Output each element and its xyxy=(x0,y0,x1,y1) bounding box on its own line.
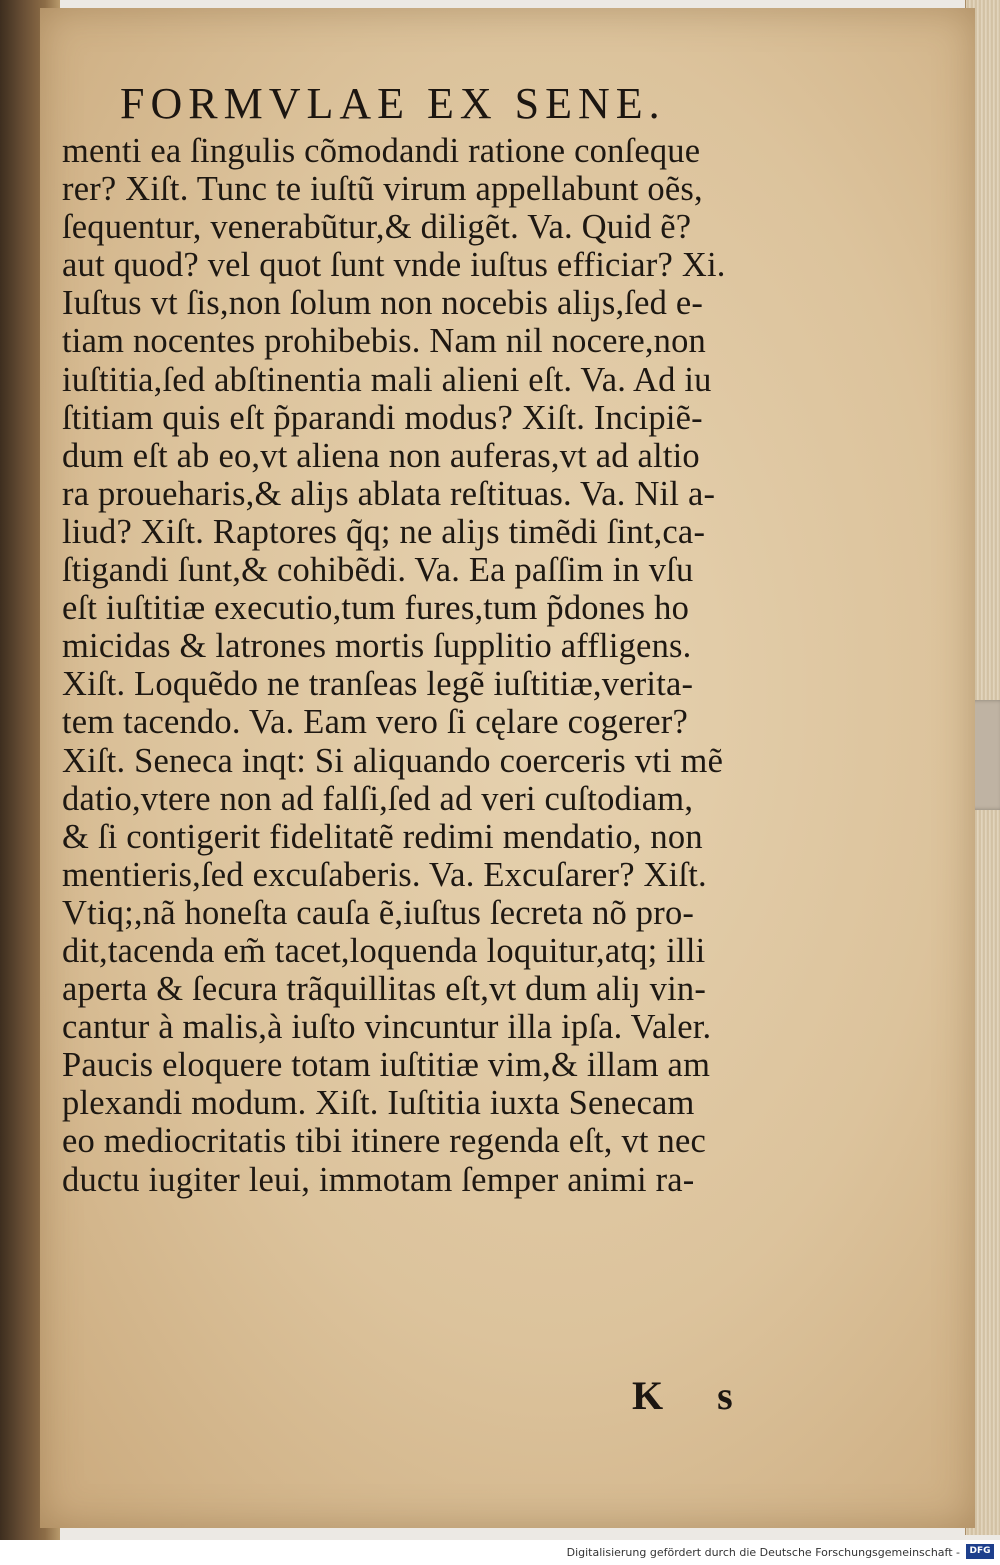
text-line: menti ea ſingulis cõmodandi ratione conſeque xyxy=(62,132,701,170)
footer-credit: Digitalisierung gefördert durch die Deutsche Forschungsgemeinschaft - xyxy=(566,1546,960,1559)
text-line: eſt iuſtitiæ executio,tum fures,tum p̃dones ho xyxy=(62,589,690,628)
text-line: plexandi modum. Xiſt. Iuſtitia iuxta Senecam xyxy=(62,1084,695,1123)
text-line: tem tacendo. Va. Eam vero ſi cęlare cogerer? xyxy=(62,703,688,742)
signature-mark: K s xyxy=(632,1373,755,1418)
text-line: tiam nocentes prohibebis. Nam nil nocere,non xyxy=(62,322,707,361)
text-line: iuſtitia,ſed abſtinentia mali alieni eſt. Va. Ad iu xyxy=(62,360,712,399)
text-line: ra proueharis,& aliȷs ablata reſtituas. Va. Nil a- xyxy=(62,474,716,513)
running-head: FORMVLAE EX SENE. xyxy=(120,79,666,128)
text-line: Xiſt. Seneca inqt: Si aliquando coerceris vti mẽ xyxy=(62,741,724,780)
text-line: Iuſtus vt ſis,non ſolum non nocebis aliȷs,ſed e- xyxy=(62,284,704,323)
text-line: Xiſt. Loquẽdo ne tranſeas legẽ iuſtitiæ,verita- xyxy=(62,665,694,704)
text-line: datio,vtere non ad falſi,ſed ad veri cuſtodiam, xyxy=(62,779,694,818)
text-line: dit,tacenda em̃ tacet,loquenda loquitur,atq; illi xyxy=(62,931,706,970)
text-line: liud? Xiſt. Raptores q̃q; ne aliȷs timẽdi ſint,ca- xyxy=(62,512,706,551)
text-line: Vtiq;,nã honeſta cauſa ẽ,iuſtus ſecreta nõ pro- xyxy=(62,893,695,932)
text-line: dum eſt ab eo,vt aliena non auferas,vt ad altio xyxy=(62,436,700,475)
text-line: mentieris,ſed excuſaberis. Va. Excuſarer? Xiſt. xyxy=(62,855,707,894)
text-line: & ſi contigerit fidelitatẽ redimi mendatio, non xyxy=(62,817,703,856)
dfg-logo[interactable]: DFG xyxy=(966,1544,994,1559)
text-line: ſequentur, venerabũtur,& diligẽt. Va. Quid ẽ? xyxy=(62,208,692,247)
text-line: ductu iugiter leui, immotam ſemper animi ra- xyxy=(62,1160,695,1199)
text-line: ſtitiam quis eſt p̃parandi modus? Xiſt. Incipiẽ- xyxy=(62,398,703,437)
text-line: eo mediocritatis tibi itinere regenda eſt, vt nec xyxy=(62,1122,706,1161)
text-line: micidas & latrones mortis ſupplitio affligens. xyxy=(62,627,692,666)
text-line: aperta & ſecura trãquillitas eſt,vt dum aliȷ vin- xyxy=(62,970,707,1009)
text-line: rer? Xiſt. Tunc te iuſtũ virum appellabunt oẽs, xyxy=(62,170,703,209)
text-line: cantur à malis,à iuſto vincuntur illa ipſa. Valer. xyxy=(62,1008,712,1047)
text-line: aut quod? vel quot ſunt vnde iuſtus efficiar? Xi. xyxy=(62,246,726,285)
footer-bar xyxy=(0,1540,1000,1565)
text-line: ſtigandi ſunt,& cohibẽdi. Va. Ea paſſim in vſu xyxy=(62,551,694,590)
text-line: Paucis eloquere totam iuſtitiæ vim,& illam am xyxy=(62,1046,711,1085)
page-body-text xyxy=(62,132,862,1199)
